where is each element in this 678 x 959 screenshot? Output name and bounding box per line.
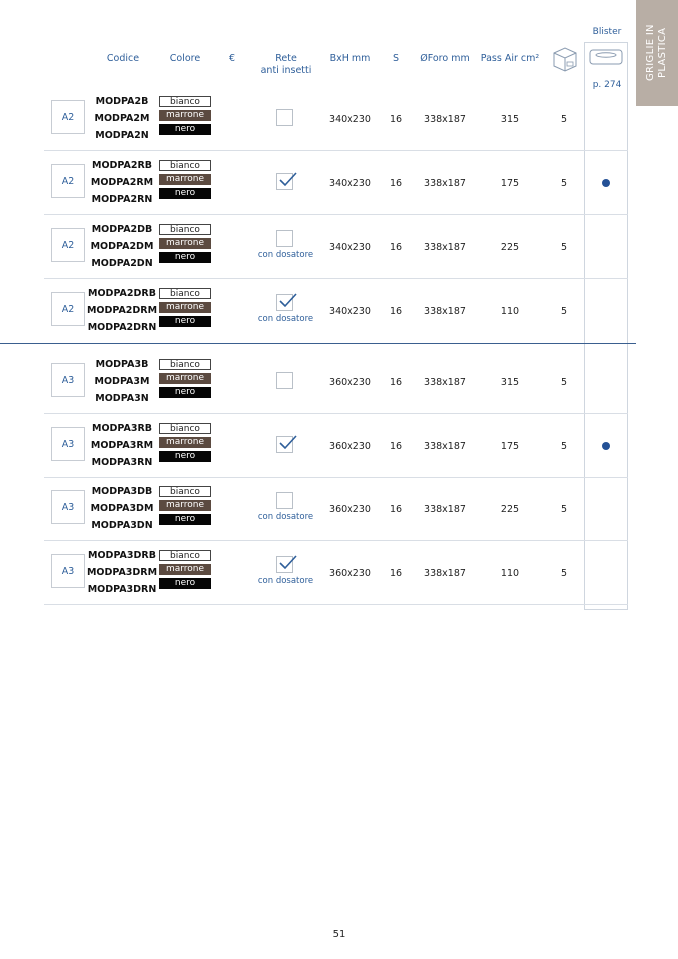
- product-code: MODPA2RB: [91, 160, 153, 171]
- bxh-value: 360x230: [329, 568, 371, 579]
- color-swatch-bianco: bianco: [159, 423, 211, 434]
- foro-value: 338x187: [424, 568, 466, 579]
- blister-page-ref: p. 274: [592, 80, 622, 90]
- color-swatch-marrone: marrone: [159, 373, 211, 384]
- insect-net-checkbox: [276, 230, 293, 247]
- color-swatches: [158, 93, 212, 138]
- insect-net-checkbox: [276, 436, 293, 453]
- color-swatch-bianco: bianco: [159, 550, 211, 561]
- product-code: MODPA2DN: [91, 258, 153, 269]
- table-row: [0, 214, 636, 278]
- insect-net-checkbox: [276, 294, 293, 311]
- dosatore-label: con dosatore: [257, 576, 314, 586]
- dosatore-label: con dosatore: [257, 314, 314, 324]
- s-value: 16: [389, 377, 403, 388]
- dosatore-label: con dosatore: [257, 250, 314, 260]
- product-codes: [86, 221, 158, 272]
- pass-air-value: 175: [500, 178, 520, 189]
- table-row: [0, 413, 636, 477]
- color-swatches: [158, 157, 212, 202]
- size-text: A2: [61, 111, 75, 123]
- size-label: [51, 164, 85, 198]
- product-codes: [86, 356, 158, 407]
- pass-air-value: 175: [500, 441, 520, 452]
- s-value: 16: [389, 504, 403, 515]
- table-row: [0, 278, 636, 342]
- product-code: MODPA2DM: [90, 241, 154, 252]
- size-label: [51, 554, 85, 588]
- s-value: 16: [389, 114, 403, 125]
- header-rete-line1: Rete: [275, 53, 297, 64]
- product-code: MODPA3DN: [91, 520, 153, 531]
- checkmark-icon: [278, 170, 298, 190]
- pass-air-value: 225: [500, 242, 520, 253]
- header-price: €: [228, 53, 236, 64]
- color-swatch-marrone: marrone: [159, 174, 211, 185]
- pass-air-value: 315: [500, 114, 520, 125]
- bxh-value: 340x230: [329, 114, 371, 125]
- product-code: MODPA3RN: [91, 457, 153, 468]
- color-swatch-marrone: marrone: [159, 238, 211, 249]
- color-swatch-nero: nero: [159, 578, 211, 589]
- header-bxh: BxH mm: [329, 53, 371, 64]
- size-text: A2: [61, 303, 75, 315]
- color-swatches: [158, 547, 212, 592]
- row-separator: [44, 604, 628, 605]
- section-tab: [636, 0, 678, 106]
- bxh-value: 360x230: [329, 504, 371, 515]
- size-label: [51, 427, 85, 461]
- pack-qty-value: 5: [560, 242, 568, 253]
- product-code: MODPA2M: [94, 113, 150, 124]
- product-code: MODPA2RM: [90, 177, 154, 188]
- pack-qty-value: 5: [560, 441, 568, 452]
- s-value: 16: [389, 178, 403, 189]
- size-text: A3: [61, 438, 75, 450]
- color-swatch-marrone: marrone: [159, 437, 211, 448]
- color-swatch-nero: nero: [159, 514, 211, 525]
- insect-net-checkbox: [276, 109, 293, 126]
- s-value: 16: [389, 568, 403, 579]
- foro-value: 338x187: [424, 441, 466, 452]
- product-codes: [86, 285, 158, 336]
- box-icon: [551, 45, 579, 73]
- checkmark-icon: [278, 553, 298, 573]
- foro-value: 338x187: [424, 306, 466, 317]
- table-row: [0, 349, 636, 413]
- header-s: S: [392, 53, 400, 64]
- size-label: [51, 292, 85, 326]
- insect-net-checkbox: [276, 556, 293, 573]
- table-row: [0, 476, 636, 540]
- color-swatch-bianco: bianco: [159, 160, 211, 171]
- size-label: [51, 363, 85, 397]
- pass-air-value: 225: [500, 504, 520, 515]
- page-number: 51: [332, 929, 346, 940]
- color-swatch-bianco: bianco: [159, 288, 211, 299]
- color-swatches: [158, 285, 212, 330]
- bxh-value: 340x230: [329, 242, 371, 253]
- product-codes: [86, 547, 158, 598]
- color-swatches: [158, 483, 212, 528]
- product-codes: [86, 93, 158, 144]
- size-text: A2: [61, 175, 75, 187]
- color-swatch-marrone: marrone: [159, 110, 211, 121]
- color-swatch-nero: nero: [159, 188, 211, 199]
- pack-qty-value: 5: [560, 178, 568, 189]
- product-code: MODPA2RN: [91, 194, 153, 205]
- color-swatches: [158, 356, 212, 401]
- product-codes: [86, 420, 158, 471]
- product-code: MODPA2DRM: [86, 305, 158, 316]
- product-code: MODPA3DM: [90, 503, 154, 514]
- table-row: [0, 86, 636, 150]
- s-value: 16: [389, 441, 403, 452]
- product-code: MODPA2N: [95, 130, 149, 141]
- pass-air-value: 110: [500, 568, 520, 579]
- product-code: MODPA2B: [95, 96, 149, 107]
- s-value: 16: [389, 242, 403, 253]
- size-label: [51, 490, 85, 524]
- product-code: MODPA2DRB: [88, 288, 156, 299]
- pack-qty-value: 5: [560, 114, 568, 125]
- size-text: A3: [61, 374, 75, 386]
- product-code: MODPA3DB: [91, 486, 153, 497]
- pass-air-value: 315: [500, 377, 520, 388]
- product-code: MODPA3RM: [90, 440, 154, 451]
- product-code: MODPA3RB: [91, 423, 153, 434]
- product-code: MODPA3DRB: [88, 550, 156, 561]
- blister-hook-icon: [589, 46, 623, 66]
- foro-value: 338x187: [424, 242, 466, 253]
- color-swatch-marrone: marrone: [159, 500, 211, 511]
- color-swatch-bianco: bianco: [159, 224, 211, 235]
- foro-value: 338x187: [424, 178, 466, 189]
- checkmark-icon: [278, 433, 298, 453]
- product-code: MODPA3DRN: [87, 584, 157, 595]
- color-swatch-marrone: marrone: [159, 302, 211, 313]
- blister-available-dot: [602, 442, 610, 450]
- s-value: 16: [389, 306, 403, 317]
- bxh-value: 340x230: [329, 306, 371, 317]
- product-code: MODPA3M: [94, 376, 150, 387]
- bxh-value: 360x230: [329, 441, 371, 452]
- product-code: MODPA3N: [95, 393, 149, 404]
- header-rete-line2: anti insetti: [260, 65, 312, 76]
- insect-net-checkbox: [276, 173, 293, 190]
- product-codes: [86, 157, 158, 208]
- pass-air-value: 110: [500, 306, 520, 317]
- foro-value: 338x187: [424, 114, 466, 125]
- pack-qty-value: 5: [560, 306, 568, 317]
- dosatore-label: con dosatore: [257, 512, 314, 522]
- header-codice: Codice: [106, 53, 140, 64]
- insect-net-checkbox: [276, 372, 293, 389]
- pack-qty-value: 5: [560, 377, 568, 388]
- section-tab-label: GRIGLIE IN PLASTICA: [645, 24, 668, 82]
- product-code: MODPA3B: [95, 359, 149, 370]
- color-swatch-marrone: marrone: [159, 564, 211, 575]
- color-swatch-bianco: bianco: [159, 486, 211, 497]
- color-swatches: [158, 420, 212, 465]
- product-code: MODPA3DRM: [86, 567, 158, 578]
- header-colore: Colore: [169, 53, 201, 64]
- size-label: [51, 100, 85, 134]
- bxh-value: 360x230: [329, 377, 371, 388]
- insect-net-checkbox: [276, 492, 293, 509]
- table-row: [0, 150, 636, 214]
- size-text: A3: [61, 501, 75, 513]
- table-row: [0, 540, 636, 604]
- pack-qty-value: 5: [560, 568, 568, 579]
- pack-qty-value: 5: [560, 504, 568, 515]
- size-text: A3: [61, 565, 75, 577]
- bxh-value: 340x230: [329, 178, 371, 189]
- color-swatch-nero: nero: [159, 316, 211, 327]
- color-swatch-nero: nero: [159, 252, 211, 263]
- checkmark-icon: [278, 291, 298, 311]
- size-label: [51, 228, 85, 262]
- foro-value: 338x187: [424, 377, 466, 388]
- header-rete: [253, 53, 319, 77]
- product-codes: [86, 483, 158, 534]
- header-pass-air: Pass Air cm²: [480, 53, 540, 64]
- color-swatch-bianco: bianco: [159, 359, 211, 370]
- color-swatches: [158, 221, 212, 266]
- header-foro: ØForo mm: [420, 53, 470, 64]
- section-divider: [0, 343, 636, 344]
- color-swatch-nero: nero: [159, 124, 211, 135]
- foro-value: 338x187: [424, 504, 466, 515]
- blister-available-dot: [602, 179, 610, 187]
- color-swatch-nero: nero: [159, 387, 211, 398]
- color-swatch-bianco: bianco: [159, 96, 211, 107]
- color-swatch-nero: nero: [159, 451, 211, 462]
- size-text: A2: [61, 239, 75, 251]
- header-blister: Blister: [592, 27, 622, 37]
- product-code: MODPA2DRN: [87, 322, 157, 333]
- product-code: MODPA2DB: [91, 224, 153, 235]
